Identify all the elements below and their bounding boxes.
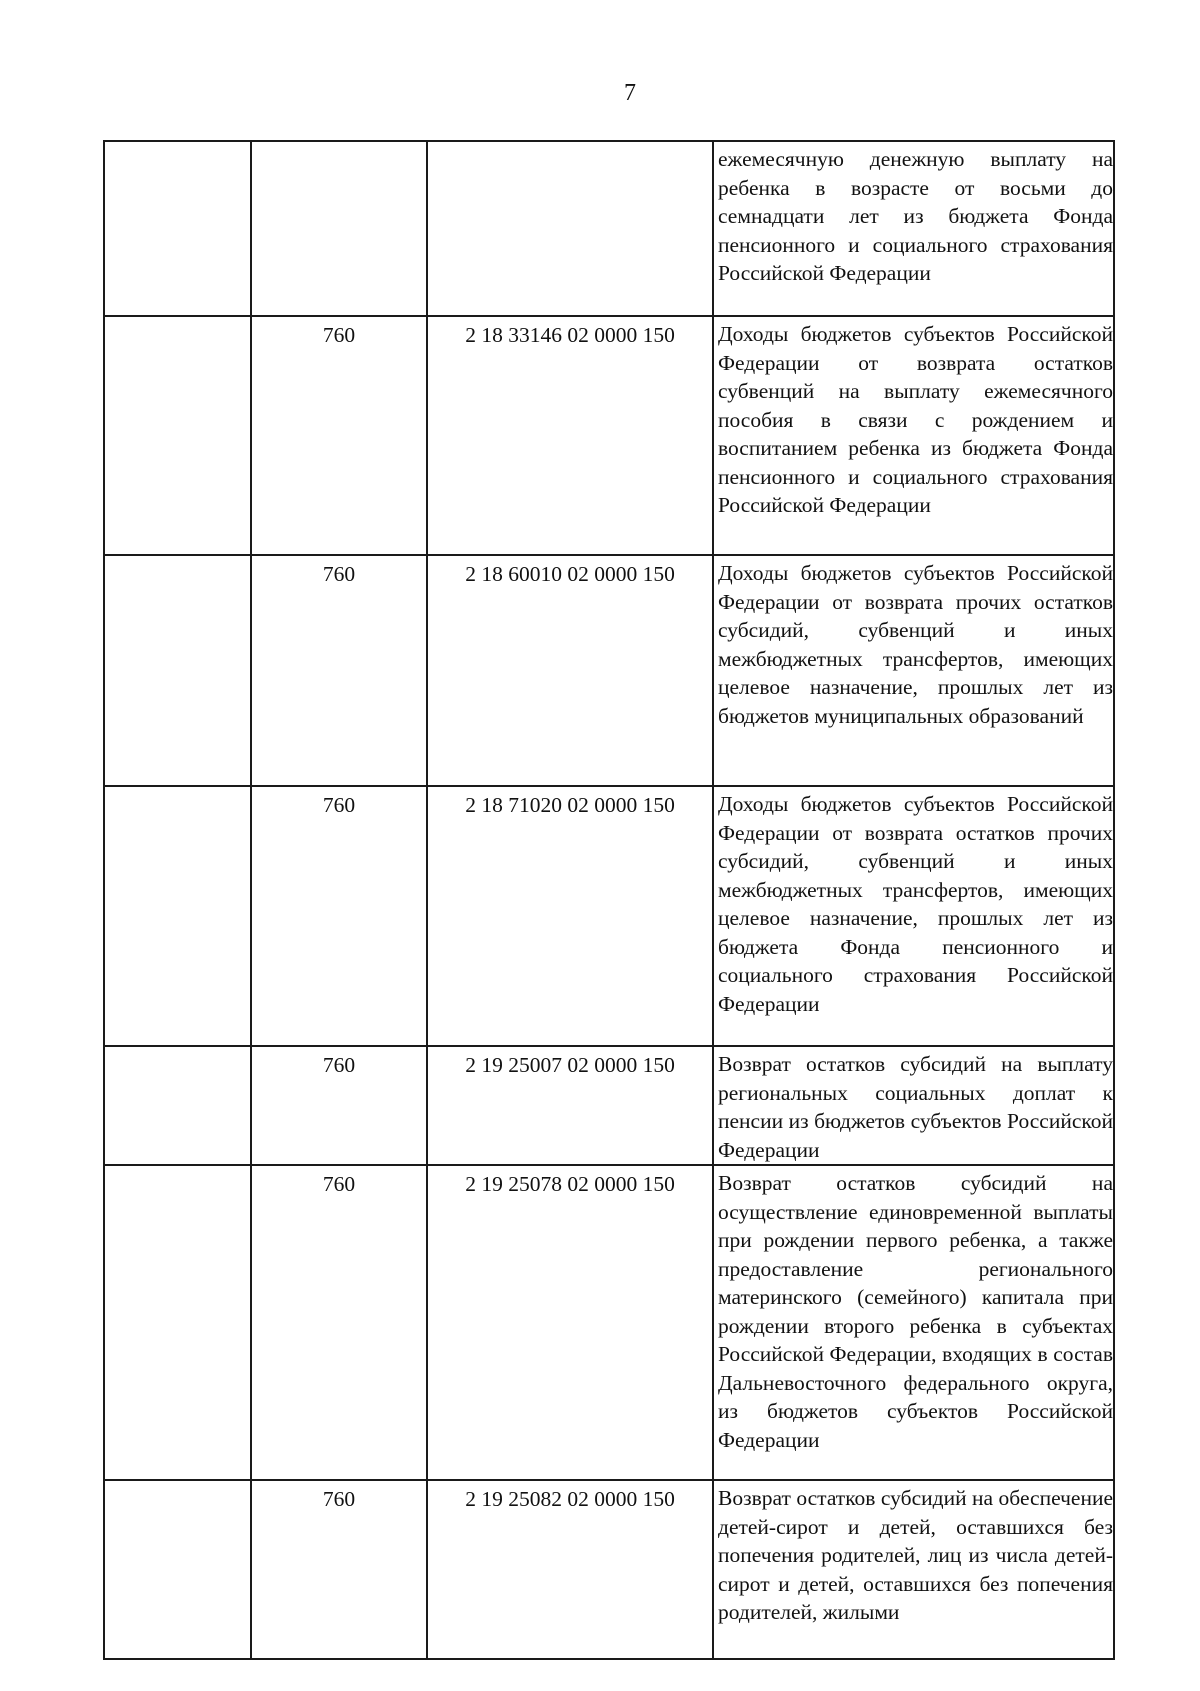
description-cell: Возврат остатков субсидий на выплату региональных социальных доплат к пенсии из бюджетов субъектов Российской Федерации — [713, 1046, 1114, 1165]
admin-code-cell: 760 — [251, 1480, 427, 1659]
empty-cell — [104, 141, 251, 316]
empty-cell — [104, 1480, 251, 1659]
description-cell: Доходы бюджетов субъектов Российской Федерации от возврата остатков субвенций на выплату ежемесячного пособия в связи с рождением и воспитанием ребенка из бюджета Фонда пенсионного и социального страхования Российской Федерации — [713, 316, 1114, 555]
description-cell: Доходы бюджетов субъектов Российской Федерации от возврата остатков прочих субсидий, субвенций и иных межбюджетных трансфертов, имеющих целевое назначение, прошлых лет из бюджета Фонда пенсионного и социального страхования Российской Федерации — [713, 786, 1114, 1046]
table-row — [104, 141, 1114, 316]
table-row — [104, 555, 1114, 786]
budget-codes-table — [103, 140, 1115, 1660]
empty-cell — [104, 1165, 251, 1480]
admin-code-cell — [251, 141, 427, 316]
empty-cell — [104, 786, 251, 1046]
page-number: 7 — [624, 80, 636, 106]
description-cell: Доходы бюджетов субъектов Российской Федерации от возврата прочих остатков субсидий, субвенций и иных межбюджетных трансфертов, имеющих целевое назначение, прошлых лет из бюджетов муниципальных образований — [713, 555, 1114, 786]
table-row — [104, 1165, 1114, 1480]
budget-code-cell: 2 18 33146 02 0000 150 — [427, 316, 713, 555]
admin-code-cell: 760 — [251, 786, 427, 1046]
description-cell: Возврат остатков субсидий на осуществление единовременной выплаты при рождении первого ребенка, а также предоставление регионального материнского (семейного) капитала при рождении второго ребенка в субъектах Российской Федерации, входящих в состав Дальневосточного федерального округа, из бюджетов субъектов Российской Федерации — [713, 1165, 1114, 1480]
description-cell: Возврат остатков субсидий на обеспечение детей-сирот и детей, оставшихся без попечения родителей, лиц из числа детей-сирот и детей, оставшихся без попечения родителей, жилыми — [713, 1480, 1114, 1659]
budget-code-cell: 2 19 25078 02 0000 150 — [427, 1165, 713, 1480]
budget-code-cell: 2 18 60010 02 0000 150 — [427, 555, 713, 786]
table-row — [104, 786, 1114, 1046]
empty-cell — [104, 555, 251, 786]
budget-code-cell: 2 19 25007 02 0000 150 — [427, 1046, 713, 1165]
budget-code-cell: 2 19 25082 02 0000 150 — [427, 1480, 713, 1659]
admin-code-cell: 760 — [251, 316, 427, 555]
admin-code-cell: 760 — [251, 555, 427, 786]
empty-cell — [104, 316, 251, 555]
admin-code-cell: 760 — [251, 1046, 427, 1165]
table-row — [104, 316, 1114, 555]
admin-code-cell: 760 — [251, 1165, 427, 1480]
table-row — [104, 1480, 1114, 1659]
table-row — [104, 1046, 1114, 1165]
budget-code-cell: 2 18 71020 02 0000 150 — [427, 786, 713, 1046]
description-cell: ежемесячную денежную выплату на ребенка в возрасте от восьми до семнадцати лет из бюджета Фонда пенсионного и социального страхования Российской Федерации — [713, 141, 1114, 316]
empty-cell — [104, 1046, 251, 1165]
budget-code-cell — [427, 141, 713, 316]
